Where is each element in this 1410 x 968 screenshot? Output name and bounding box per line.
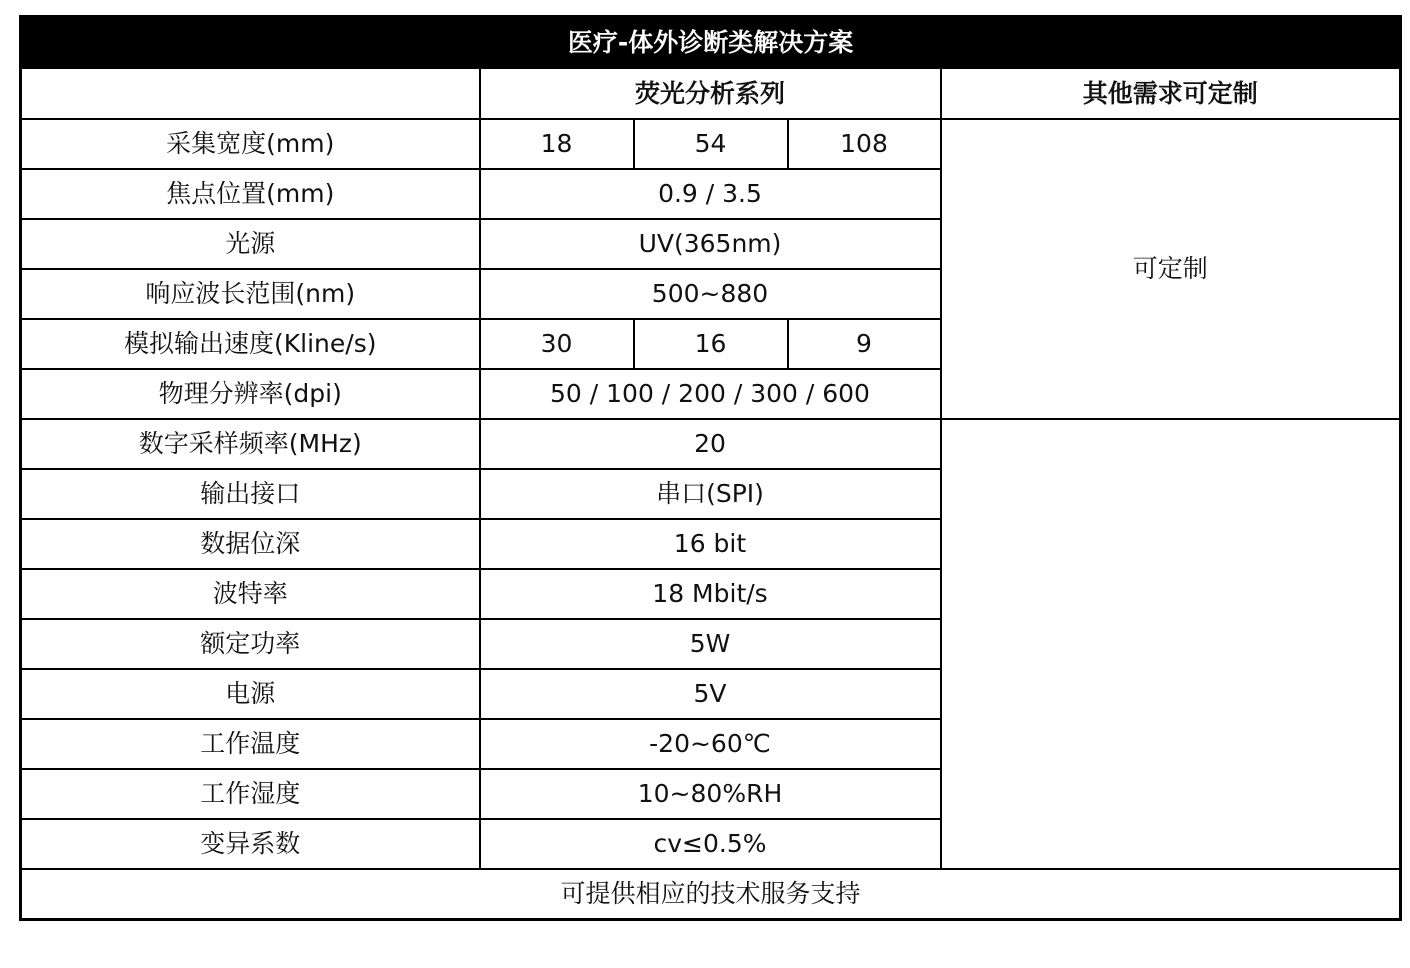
custom-cell: 可定制 (941, 119, 1401, 419)
title-row (21, 17, 1401, 69)
row-value: 18 Mbit/s (480, 569, 941, 619)
row-value: 串口(SPI) (480, 469, 941, 519)
row-value: 18 (480, 119, 634, 169)
spec-table (19, 15, 1402, 921)
row-label: 光源 (21, 219, 480, 269)
row-value: 54 (634, 119, 788, 169)
row-label: 物理分辨率(dpi) (21, 369, 480, 419)
row-label: 模拟输出速度(Kline/s) (21, 319, 480, 369)
row-value: 20 (480, 419, 941, 469)
row-value: 30 (480, 319, 634, 369)
row-label: 焦点位置(mm) (21, 169, 480, 219)
table-title: 医疗-体外诊断类解决方案 (21, 17, 1401, 69)
group-header-custom: 其他需求可定制 (941, 68, 1401, 119)
row-label: 数据位深 (21, 519, 480, 569)
group-header-blank (21, 68, 480, 119)
row-label: 输出接口 (21, 469, 480, 519)
row-label: 采集宽度(mm) (21, 119, 480, 169)
empty-side-cell (941, 419, 1401, 869)
group-header-series: 荧光分析系列 (480, 68, 941, 119)
row-value: 500~880 (480, 269, 941, 319)
row-label: 变异系数 (21, 819, 480, 869)
row-label: 额定功率 (21, 619, 480, 669)
row-value: 5W (480, 619, 941, 669)
group-header-row (21, 68, 1401, 119)
row-value: 108 (788, 119, 941, 169)
row-value: -20~60℃ (480, 719, 941, 769)
row-value: cv≤0.5% (480, 819, 941, 869)
table-row (21, 119, 1401, 169)
row-label: 工作温度 (21, 719, 480, 769)
row-value: 50 / 100 / 200 / 300 / 600 (480, 369, 941, 419)
row-value: 10~80%RH (480, 769, 941, 819)
footer-row (21, 869, 1401, 920)
row-label: 工作湿度 (21, 769, 480, 819)
row-label: 波特率 (21, 569, 480, 619)
row-value: 9 (788, 319, 941, 369)
table-row (21, 419, 1401, 469)
row-value: UV(365nm) (480, 219, 941, 269)
row-value: 16 bit (480, 519, 941, 569)
row-value: 16 (634, 319, 788, 369)
row-value: 5V (480, 669, 941, 719)
row-value: 0.9 / 3.5 (480, 169, 941, 219)
row-label: 电源 (21, 669, 480, 719)
row-label: 响应波长范围(nm) (21, 269, 480, 319)
row-label: 数字采样频率(MHz) (21, 419, 480, 469)
table-footer: 可提供相应的技术服务支持 (21, 869, 1401, 920)
